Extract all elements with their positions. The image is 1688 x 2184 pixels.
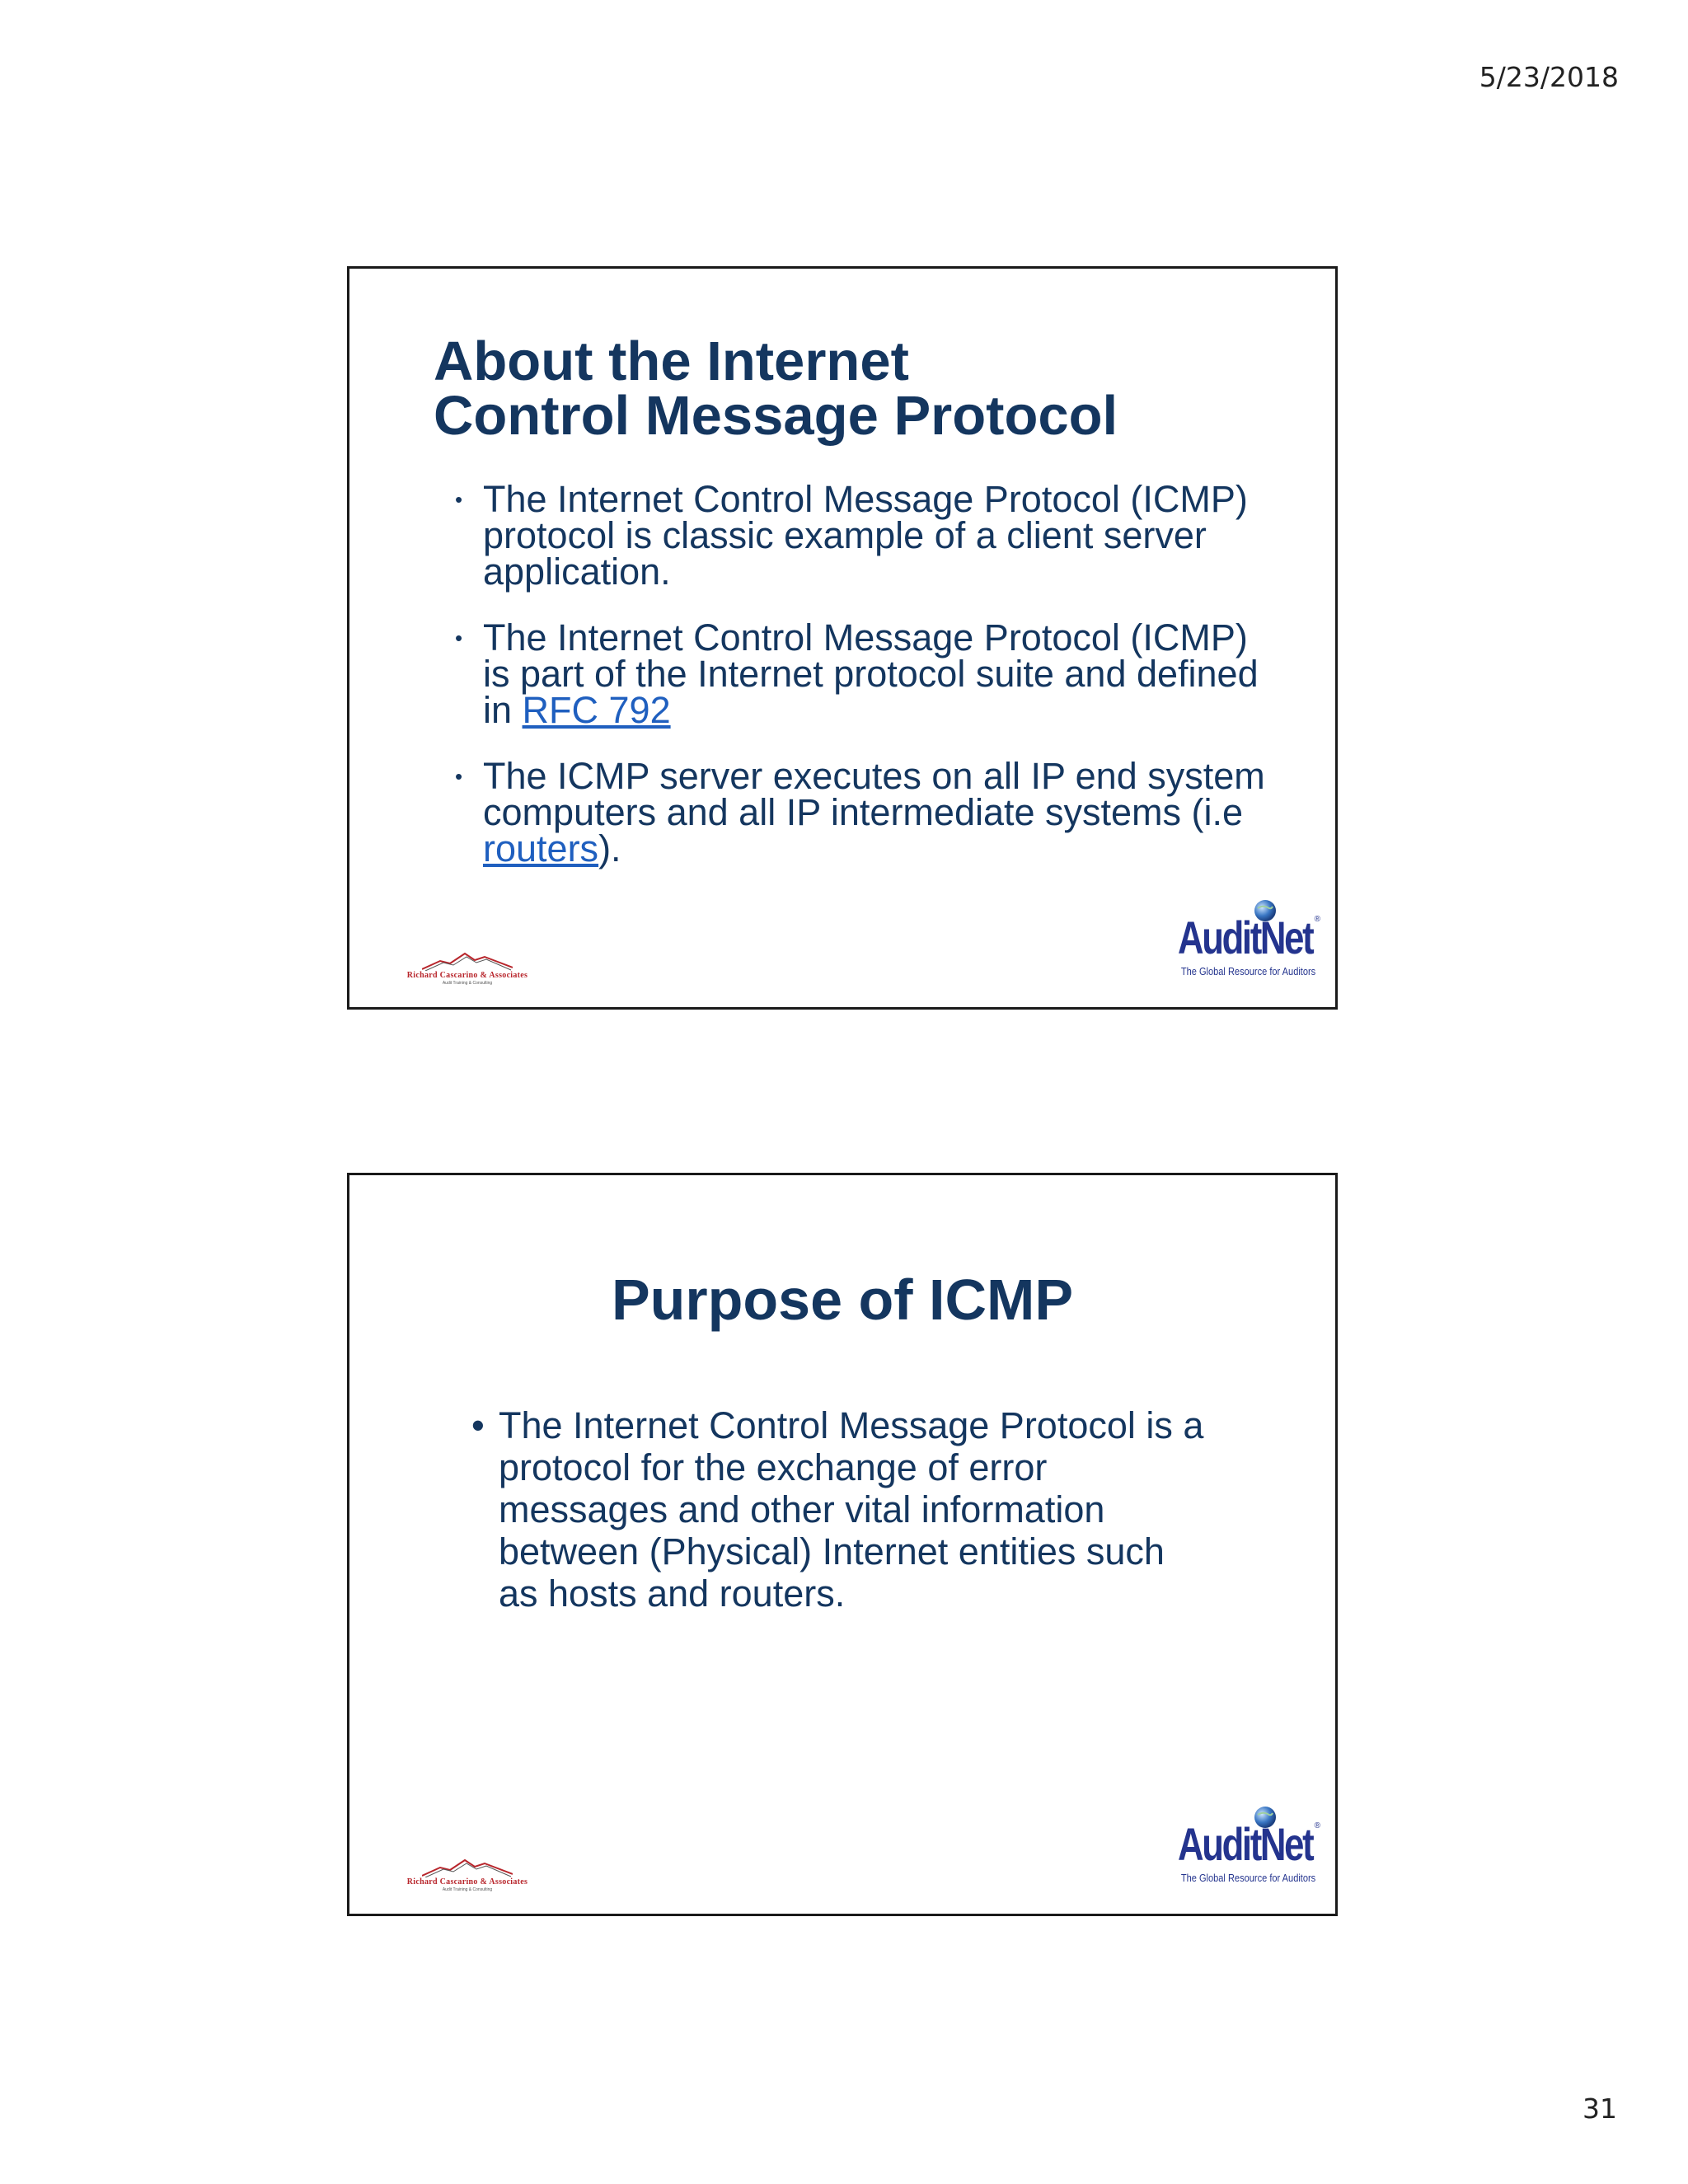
mountain-icon [422,951,513,971]
rca-name: Richard Cascarino & Associates [406,1877,528,1886]
rca-tagline: Audit Training & Consulting [442,1887,493,1892]
bullet-text: The Internet Control Message Protocol is a protocol for the exchange of error messages and other vital information between (Physical) Internet entities such as hosts and routers. [499,1404,1204,1615]
slide-about-icmp [347,266,1338,1010]
bullet-list [448,478,1273,897]
bullet-item [448,478,1273,593]
bullet-text: The ICMP server executes on all IP end system computers and all IP intermediate systems (i.e [483,755,1265,833]
auditnet-brand: AuditNet [1177,912,1312,963]
bullet-text: The Internet Control Message Protocol (ICMP) is part of the Internet protocol suite and defined in [483,616,1259,731]
registered-mark: ® [1314,1821,1320,1830]
rca-logo [389,1858,546,1894]
rca-tagline: Audit Training & Consulting [442,981,493,986]
mountain-icon [422,1858,513,1877]
slide-title: Purpose of ICMP [611,1268,1074,1332]
page-number: 31 [1582,2093,1617,2125]
bullet-text-after: ). [598,827,621,869]
bullet-list [471,1404,1213,1615]
auditnet-brand: AuditNet [1177,1818,1312,1870]
page-date: 5/23/2018 [1479,61,1619,93]
auditnet-tagline: The Global Resource for Auditors [1180,965,1315,977]
bullet-item [448,755,1273,869]
bullet-dot-icon: • [455,764,463,789]
bullet-dot-icon: • [455,626,463,650]
title-line-1: About the Internet [434,330,909,392]
bullet-item [448,616,1273,731]
bullet-item [471,1404,1213,1615]
bullet-dot-icon: • [455,487,463,512]
slide-title [434,330,1118,447]
rfc-792-link[interactable]: RFC 792 [522,689,671,731]
auditnet-tagline: The Global Resource for Auditors [1180,1872,1315,1884]
bullet-text: The Internet Control Message Protocol (ICMP) protocol is classic example of a client server application. [483,478,1248,593]
auditnet-logo [1179,898,1324,981]
title-line-2: Control Message Protocol [434,385,1118,447]
bullet-dot-icon: • [471,1404,485,1446]
slide-purpose-icmp [347,1173,1338,1916]
routers-link[interactable]: routers [483,827,599,869]
rca-name: Richard Cascarino & Associates [406,971,528,980]
auditnet-logo [1179,1805,1324,1887]
rca-logo [389,951,546,987]
registered-mark: ® [1314,915,1320,924]
